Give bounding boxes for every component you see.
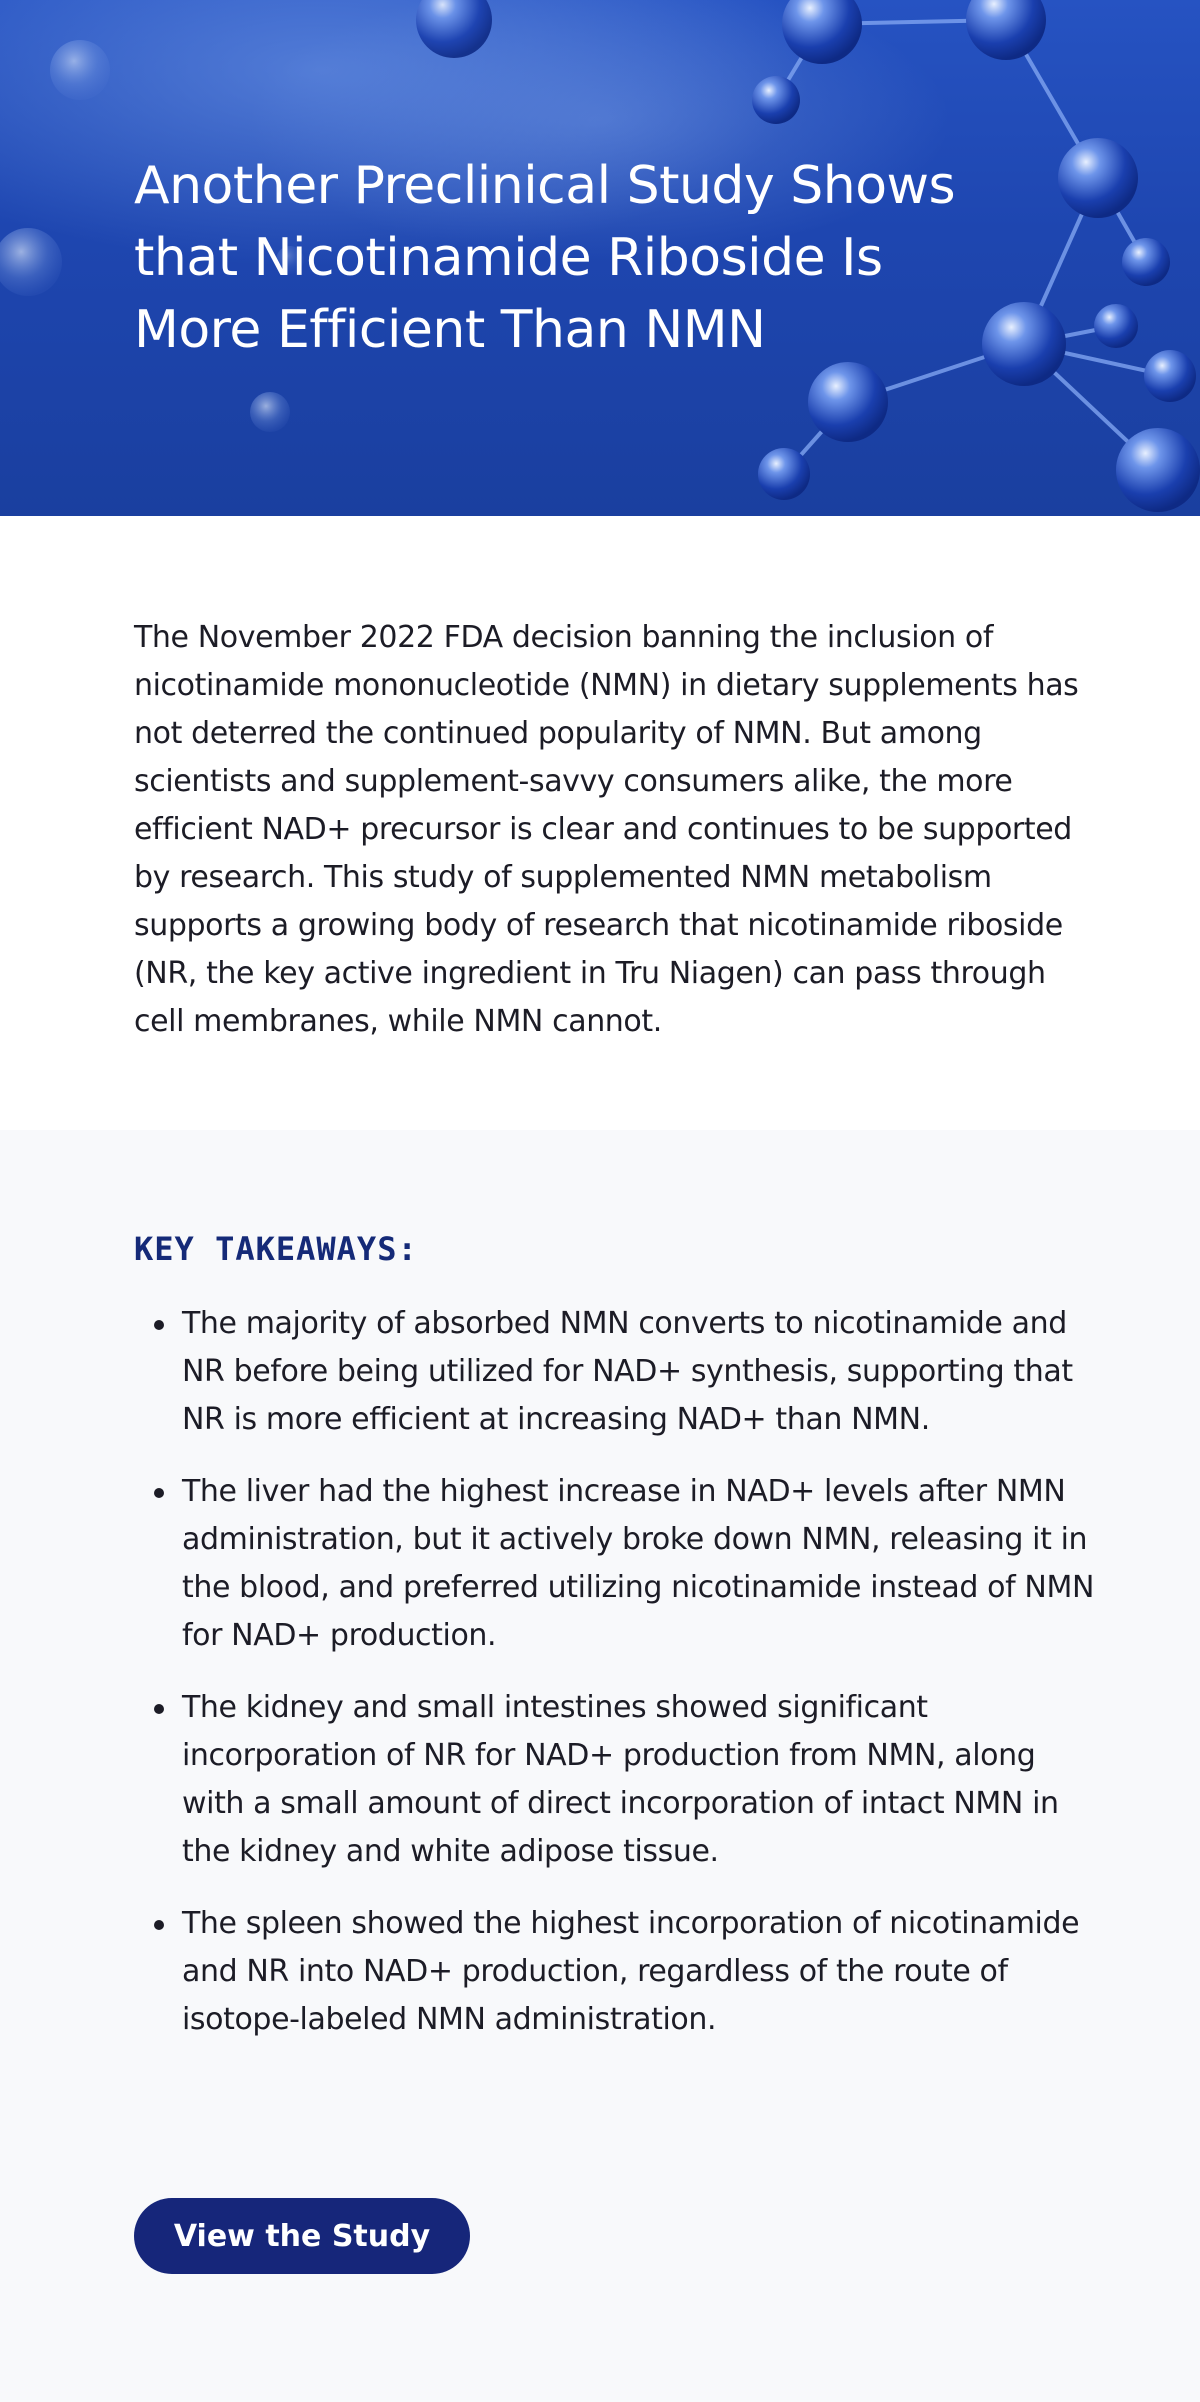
key-takeaways-heading: KEY TAKEAWAYS:	[134, 1230, 418, 1268]
list-item	[134, 1900, 1094, 2044]
bullet-icon	[154, 1920, 164, 1930]
list-item-text: The liver had the highest increase in NAD+ levels after NMN administration, but it actively broke down NMN, releasing it in the blood, and preferred utilizing nicotinamide instead of NMN for NAD+ production.	[182, 1474, 1094, 1653]
list-item	[134, 1468, 1094, 1660]
key-takeaways-section	[0, 1130, 1200, 2402]
bullet-icon	[154, 1320, 164, 1330]
list-item	[134, 1684, 1094, 1876]
intro-paragraph: The November 2022 FDA decision banning the inclusion of nicotinamide mononucleotide (NMN) in dietary supplements has not deterred the continued popularity of NMN. But among scientists and supplement-savvy consumers alike, the more efficient NAD+ precursor is clear and continues to be supported by research. This study of supplemented NMN metabolism supports a growing body of research that nicotinamide riboside (NR, the key active ingredient in Tru Niagen) can pass through cell membranes, while NMN cannot.	[134, 620, 1079, 1039]
page-title: Another Preclinical Study Shows that Nicotinamide Riboside Is More Efficient Than NMN	[134, 156, 956, 360]
view-study-button[interactable]: View the Study	[134, 2198, 470, 2274]
list-item-text: The spleen showed the highest incorporation of nicotinamide and NR into NAD+ production, regardless of the route of isotope-labeled NMN administration.	[182, 1906, 1080, 2037]
intro-section	[0, 516, 1200, 1130]
list-item-text: The majority of absorbed NMN converts to nicotinamide and NR before being utilized for NAD+ synthesis, supporting that NR is more efficient at increasing NAD+ than NMN.	[182, 1306, 1073, 1437]
takeaway-list	[134, 1300, 1094, 2068]
list-item-text: The kidney and small intestines showed significant incorporation of NR for NAD+ production from NMN, along with a small amount of direct incorporation of intact NMN in the kidney and white adipose tissue.	[182, 1690, 1059, 1869]
bullet-icon	[154, 1704, 164, 1714]
list-item	[134, 1300, 1094, 1444]
bullet-icon	[154, 1488, 164, 1498]
hero-banner	[0, 0, 1200, 516]
